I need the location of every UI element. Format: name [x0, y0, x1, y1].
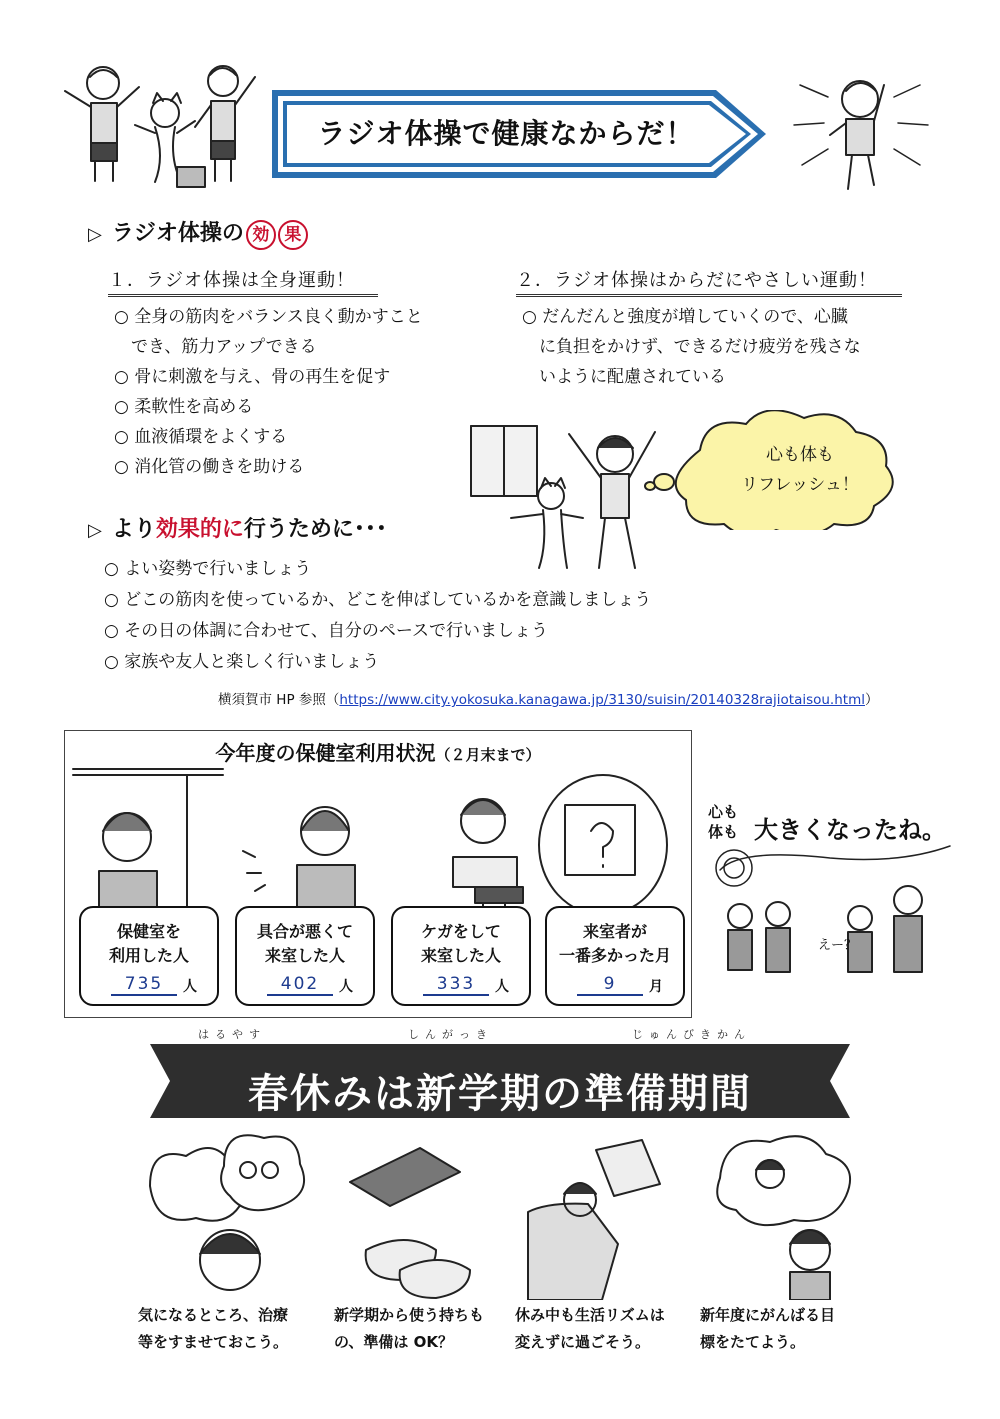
list-item: ○ 家族や友人と楽しく行いましょう	[104, 652, 380, 672]
list-item: ○ 柔軟性を高める	[114, 397, 254, 417]
source-link[interactable]: https://www.city.yokosuka.kanagawa.jp/3130/suisin/20140328rajiotaisou.html	[339, 692, 865, 708]
list-item: でき、筋力アップできる	[114, 337, 317, 357]
list-item: いように配慮されている	[522, 367, 726, 387]
title-banner	[270, 88, 770, 180]
stats-card: ケガをして 来室した人 333 人	[391, 906, 531, 1006]
stats-value: 333	[423, 974, 489, 996]
list-item: ○ 骨に刺激を与え、骨の再生を促す	[114, 367, 391, 387]
growth-caption: 大きくなったね。	[754, 816, 946, 844]
ruby-text: はるやす	[198, 1028, 266, 1041]
stats-unit: 月	[649, 979, 663, 995]
stats-value: 735	[111, 974, 177, 996]
stats-title: 今年度の保健室利用状況（２月末まで）	[215, 741, 541, 765]
circled-char: 果	[278, 220, 308, 250]
kids-exercising-illustration	[55, 55, 265, 195]
tips-heading: ▷ より効果的に行うために･･･	[88, 517, 387, 542]
effects-heading: ▷ ラジオ体操の 効 果	[88, 216, 308, 250]
source-reference: 横須賀市 HP 参照（https://www.city.yokosuka.kanagawa.jp/3130/suisin/20140328rajiotaisou.html）	[218, 692, 879, 708]
growth-line1: 心も	[708, 803, 739, 821]
tips-list	[104, 554, 651, 678]
prep-item: 新学期から使う持ちも の、準備は OK？	[334, 1306, 485, 1351]
ruby-text: じゅんびきかん	[632, 1028, 751, 1041]
effects-col1-title: １．ラジオ体操は全身運動！	[108, 266, 378, 297]
stats-card: 来室者が 一番多かった月 9 月	[545, 906, 685, 1006]
health-room-stats-box	[64, 730, 692, 1018]
stats-value: 402	[267, 974, 333, 996]
stats-card: 保健室を 利用した人 735 人	[79, 906, 219, 1006]
page-title: ラジオ体操で健康なからだ！	[317, 117, 695, 150]
list-item: ○ 血液循環をよくする	[114, 427, 288, 447]
growth-line2: 体も	[708, 823, 739, 841]
prep-item: 新年度にがんばる目 標をたてよう。	[700, 1306, 836, 1351]
stats-unit: 人	[183, 979, 197, 995]
circled-char: 効	[246, 220, 276, 250]
growth-exclaim: えー？	[818, 938, 858, 953]
list-item: に負担をかけず、できるだけ疲労を残さな	[522, 337, 861, 357]
effects-col2-title: ２．ラジオ体操はからだにやさしい運動！	[516, 266, 902, 297]
prep-illustrations	[140, 1130, 880, 1300]
stats-value: 9	[577, 974, 643, 996]
list-item: ○ その日の体調に合わせて、自分のペースで行いましょう	[104, 621, 549, 641]
stats-unit: 人	[339, 979, 353, 995]
stats-card: 具合が悪くて 来室した人 402 人	[235, 906, 375, 1006]
spring-title: 春休みは新学期の準備期間	[248, 1071, 752, 1117]
effects-col2-list	[522, 302, 861, 392]
thought-cloud	[640, 410, 915, 530]
prep-item: 気になるところ、治療 等をすませておこう。	[138, 1306, 289, 1351]
growth-illustration	[700, 796, 956, 1006]
triangle-bullet-icon: ▷	[88, 224, 102, 245]
cheering-girl-illustration	[780, 55, 940, 195]
list-item: ○ だんだんと強度が増していくので、心臓	[522, 307, 848, 327]
stats-unit: 人	[495, 979, 509, 995]
spring-banner	[150, 1040, 850, 1122]
list-item: ○ 消化管の働きを助ける	[114, 457, 305, 477]
prep-item: 休み中も生活リズムは 変えずに過ごそう。	[515, 1306, 665, 1351]
ruby-text: しんがっき	[408, 1028, 493, 1041]
triangle-bullet-icon: ▷	[88, 520, 102, 541]
list-item: ○ どこの筋肉を使っているか、どこを伸ばしているかを意識しましょう	[104, 590, 652, 610]
effects-col1-list	[114, 302, 423, 482]
cloud-text: 心も体も リフレッシュ！	[741, 445, 859, 495]
list-item: ○ よい姿勢で行いましょう	[104, 559, 312, 579]
list-item: ○ 全身の筋肉をバランス良く動かすこと	[114, 307, 423, 327]
